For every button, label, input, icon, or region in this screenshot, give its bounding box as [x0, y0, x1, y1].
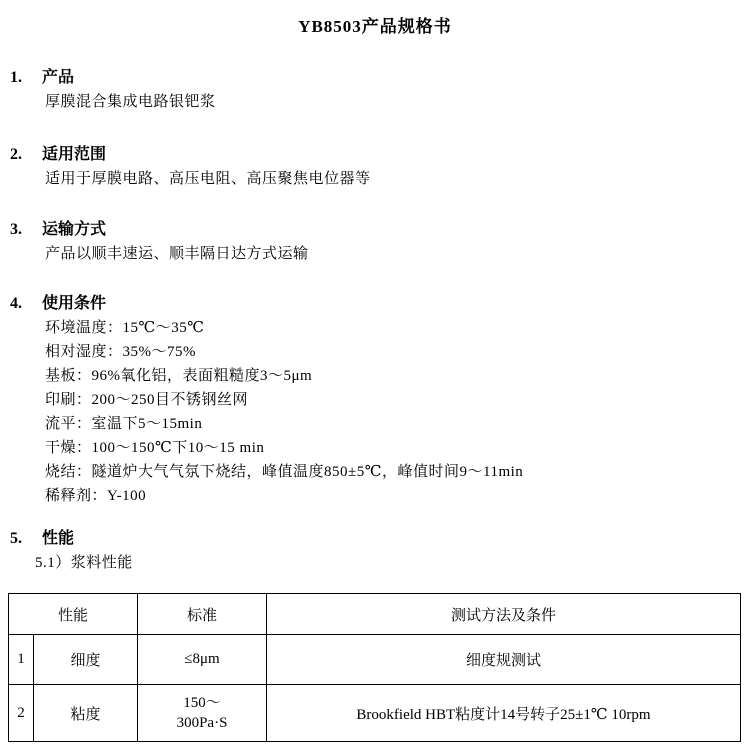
cell-method: 细度规测试 — [267, 635, 741, 685]
performance-table — [8, 593, 741, 742]
section-number: 3. — [10, 221, 22, 238]
row-index: 1 — [9, 635, 34, 685]
cell-standard: ≤8μm — [138, 635, 267, 685]
section-heading — [10, 292, 750, 316]
cell-property: 细度 — [34, 635, 138, 685]
section-heading — [10, 143, 750, 167]
section-heading-label: 适用范围 — [42, 146, 107, 163]
column-header-method: 测试方法及条件 — [267, 594, 741, 635]
condition-leveling: 流平：室温下5～15min — [45, 416, 203, 432]
section-heading — [10, 527, 750, 551]
section-heading-label: 使用条件 — [42, 295, 107, 312]
section-heading — [10, 218, 750, 242]
table-row — [9, 685, 741, 742]
cell-method: Brookfield HBT粘度计14号转子25±1℃ 10rpm — [267, 685, 741, 742]
section-heading — [10, 66, 750, 90]
section-body-line: 厚膜混合集成电路银钯浆 — [45, 94, 216, 110]
cell-standard — [138, 685, 267, 742]
section-heading-label: 产品 — [42, 69, 75, 86]
section-number: 1. — [10, 69, 22, 86]
standard-line: 300Pa·S — [176, 715, 228, 731]
row-index: 2 — [9, 685, 34, 742]
condition-substrate: 基板：96%氧化铝，表面粗糙度3～5μm — [45, 368, 313, 384]
section-body-line: 产品以顺丰速运、顺丰隔日达方式运输 — [45, 246, 309, 262]
section-number: 2. — [10, 146, 22, 163]
condition-relative-humidity: 相对湿度：35%～75% — [45, 344, 196, 360]
condition-drying: 干燥：100～150℃下10～15 min — [45, 440, 265, 456]
section-usage-conditions — [10, 292, 750, 508]
table-header-row — [9, 594, 741, 635]
column-header-property: 性能 — [9, 594, 138, 635]
cell-property: 粘度 — [34, 685, 138, 742]
section-number: 4. — [10, 295, 22, 312]
section-product — [10, 66, 750, 114]
condition-printing: 印刷：200～250目不锈钢丝网 — [45, 392, 249, 408]
section-number: 5. — [10, 530, 22, 547]
condition-firing: 烧结：隧道炉大气气氛下烧结，峰值温度850±5℃，峰值时间9～11min — [45, 464, 524, 480]
section-body-line: 适用于厚膜电路、高压电阻、高压聚焦电位器等 — [45, 171, 371, 187]
condition-ambient-temperature: 环境温度：15℃～35℃ — [45, 320, 205, 336]
page-title: YB8503产品规格书 — [298, 17, 452, 36]
standard-line: 150～ — [183, 695, 221, 711]
subsection-paste-performance: 5.1）浆料性能 — [35, 555, 133, 571]
section-transport — [10, 218, 750, 266]
section-heading-label: 性能 — [42, 530, 75, 547]
table-row — [9, 635, 741, 685]
section-heading-label: 运输方式 — [42, 221, 107, 238]
column-header-standard: 标准 — [138, 594, 267, 635]
condition-thinner: 稀释剂：Y-100 — [45, 488, 147, 504]
section-scope — [10, 143, 750, 191]
section-performance — [10, 527, 750, 575]
